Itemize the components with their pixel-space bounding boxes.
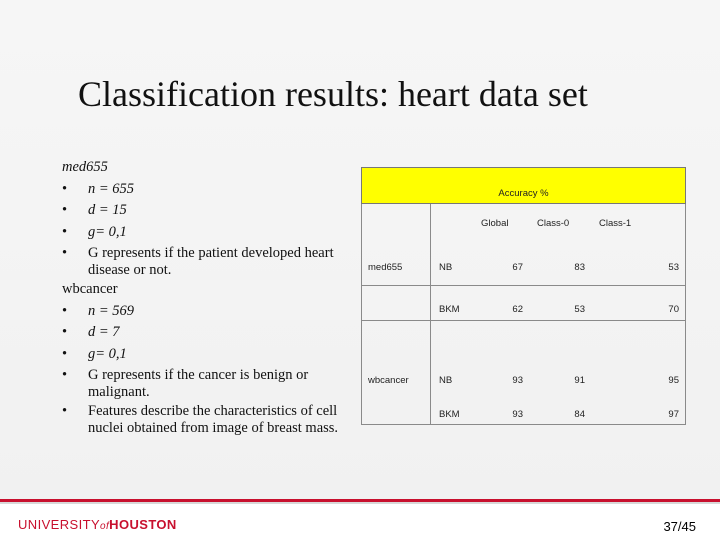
table-cell: 70 <box>668 304 679 315</box>
table-row-method: BKM <box>439 304 460 315</box>
table-cell: 91 <box>574 375 585 386</box>
table-cell: 95 <box>668 375 679 386</box>
bullet-text: G represents if the patient developed heart disease or not. <box>88 245 334 278</box>
bullet-text: g= 0,1 <box>88 345 127 362</box>
column-header-class0: Class-0 <box>537 218 570 229</box>
footer-rule-shadow <box>0 502 720 504</box>
page-number: 37/45 <box>663 519 696 534</box>
bullet-item <box>62 365 342 401</box>
table-cell: 93 <box>512 375 523 386</box>
bullet-icon: • <box>62 180 68 197</box>
table-cell: 83 <box>574 262 585 273</box>
table-row-method: NB <box>439 262 453 273</box>
table-cell: 67 <box>512 262 523 273</box>
table-gridline <box>361 285 686 286</box>
column-header-global: Global <box>481 218 509 229</box>
bullet-item <box>62 401 342 437</box>
dataset2-name: wbcancer <box>62 281 118 297</box>
table-cell: 93 <box>512 409 523 420</box>
table-gridline <box>361 320 686 321</box>
bullet-text: Features describe the characteristics of cell nuclei obtained from image of breast mass. <box>88 403 339 436</box>
slide-title: Classification results: heart data set <box>78 74 588 114</box>
table-row-method: BKM <box>439 409 460 420</box>
bullet-text: n = 655 <box>88 180 135 197</box>
table-cell: 53 <box>574 304 585 315</box>
logo-houston: HOUSTON <box>109 517 177 532</box>
bullet-icon: • <box>62 403 68 419</box>
table-row-dataset: med655 <box>368 262 403 273</box>
table-cell: 53 <box>668 262 679 273</box>
bullet-icon: • <box>62 324 68 340</box>
slide-body <box>62 157 342 437</box>
table-gridline <box>361 204 362 425</box>
table-row-method: NB <box>439 375 453 386</box>
bullet-item <box>62 179 342 201</box>
logo-of: of <box>100 521 110 532</box>
bullet-text: d = 7 <box>88 324 120 340</box>
table-header-label: Accuracy % <box>498 188 549 199</box>
bullet-text: g= 0,1 <box>88 223 127 240</box>
university-logo <box>18 517 177 532</box>
bullet-icon: • <box>62 223 68 240</box>
table-cell: 62 <box>512 304 523 315</box>
table-cell: 97 <box>668 409 679 420</box>
bullet-item <box>62 344 342 366</box>
dataset1-name: med655 <box>62 159 108 175</box>
bullet-item <box>62 222 342 244</box>
bullet-item <box>62 301 342 323</box>
bullet-icon: • <box>62 345 68 362</box>
bullet-icon: • <box>62 202 68 218</box>
bullet-text: d = 15 <box>88 202 127 218</box>
bullet-item <box>62 243 342 279</box>
table-cell: 84 <box>574 409 585 420</box>
table-gridline <box>685 204 686 425</box>
bullet-icon: • <box>62 302 68 319</box>
bullet-icon: • <box>62 245 68 261</box>
table-gridline <box>361 424 686 425</box>
bullet-icon: • <box>62 367 68 383</box>
column-header-class1: Class-1 <box>599 218 632 229</box>
bullet-item <box>62 322 342 344</box>
table-gridline <box>430 204 431 425</box>
logo-university: UNIVERSITY <box>18 517 101 532</box>
table-row-dataset: wbcancer <box>368 375 409 386</box>
bullet-text: n = 569 <box>88 302 135 319</box>
bullet-text: G represents if the cancer is benign or malignant. <box>88 367 309 400</box>
bullet-item <box>62 200 342 222</box>
accuracy-table <box>361 167 686 425</box>
